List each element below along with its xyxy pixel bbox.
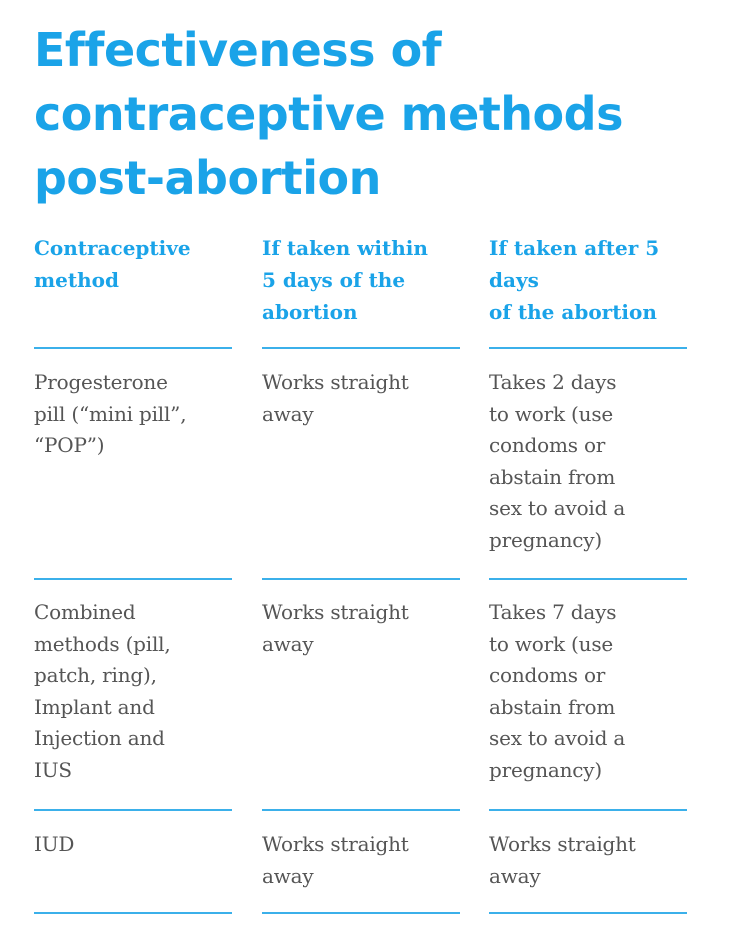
page-title-line-1: Effectiveness of <box>34 23 442 77</box>
page-title-line-2: contraceptive methods <box>34 87 623 141</box>
header-divider <box>34 347 232 349</box>
row-divider <box>489 578 687 580</box>
table-cell-within-5-days: Works straight away <box>262 370 409 426</box>
row-divider <box>34 912 232 914</box>
row-divider <box>262 809 460 811</box>
table-cell-method: IUD <box>34 832 75 856</box>
table-cell-after-5-days: Takes 7 days to work (use condoms or abstain from sex to avoid a pregnancy) <box>489 600 626 782</box>
row-divider <box>489 809 687 811</box>
page-title <box>34 18 714 210</box>
table-cell-within-5-days: Works straight away <box>262 600 409 656</box>
row-divider <box>34 578 232 580</box>
row-divider <box>262 578 460 580</box>
header-divider <box>262 347 460 349</box>
table-cell-method: Combined methods (pill, patch, ring), Implant and Injection and IUS <box>34 600 171 782</box>
column-header-after-5-days: If taken after 5 days of the abortion <box>489 236 660 324</box>
row-divider <box>489 912 687 914</box>
table-cell-after-5-days: Takes 2 days to work (use condoms or abstain from sex to avoid a pregnancy) <box>489 370 626 552</box>
table-cell-after-5-days: Works straight away <box>489 832 636 888</box>
column-header-method: Contraceptive method <box>34 236 191 292</box>
row-divider <box>34 809 232 811</box>
header-divider <box>489 347 687 349</box>
table-cell-method: Progesterone pill (“mini pill”, “POP”) <box>34 370 187 457</box>
row-divider <box>262 912 460 914</box>
column-header-within-5-days: If taken within 5 days of the abortion <box>262 236 428 324</box>
table-cell-within-5-days: Works straight away <box>262 832 409 888</box>
page-title-line-3: post-abortion <box>34 151 381 205</box>
